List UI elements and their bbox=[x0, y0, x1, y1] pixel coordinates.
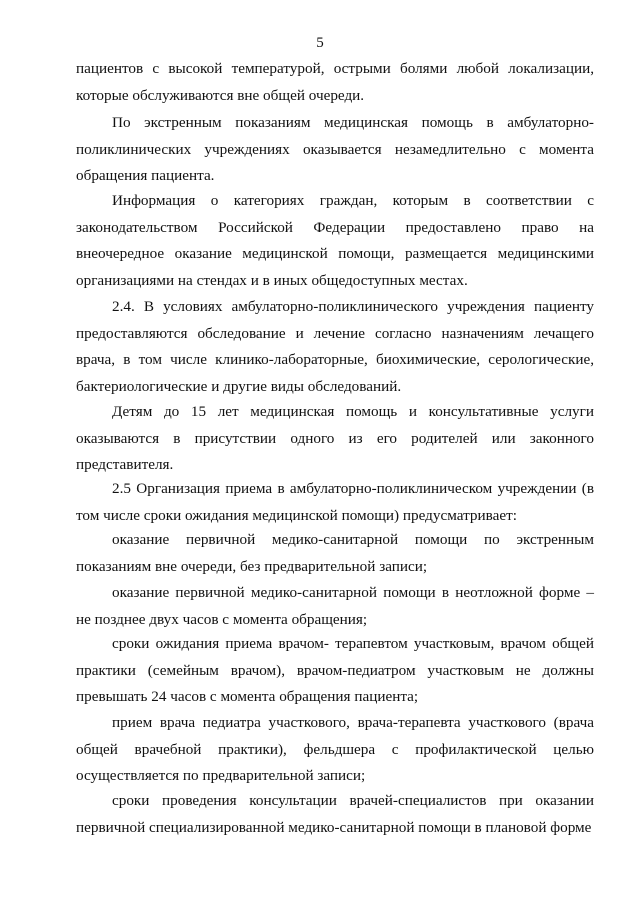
paragraph-2: По экстренным показаниям медицинская помощь в амбулаторно-поликлинических учреждениях оказывается незамедлительно с момента обращения пациента. bbox=[76, 114, 594, 185]
paragraph-1: пациентов с высокой температурой, острыми болями любой локализации, которые обслуживаются вне общей очереди. bbox=[76, 60, 594, 104]
page-number: 5 bbox=[316, 35, 324, 51]
paragraph-5: Детям до 15 лет медицинская помощь и консультативные услуги оказываются в присутствии одного из его родителей или законного представителя. bbox=[76, 403, 594, 474]
paragraph-11: сроки проведения консультации врачей-специалистов при оказании первичной специализированной медико-санитарной помощи в плановой форме bbox=[76, 792, 594, 836]
paragraph-9: сроки ожидания приема врачом- терапевтом участковым, врачом общей практики (семейным врачом), врачом-педиатром участковым не должны превышать 24 часов с момента обращения пациента; bbox=[76, 635, 594, 706]
paragraph-4: 2.4. В условиях амбулаторно-поликлинического учреждения пациенту предоставляются обследование и лечение согласно назначениям лечащего врача, в том числе клинико-лабораторные, биохимические, серологические, бактериологические и другие виды обследований. bbox=[76, 298, 594, 395]
paragraph-10: прием врача педиатра участкового, врача-терапевта участкового (врача общей врачебной практики), фельдшера с профилактической целью осуществляется по предварительной записи; bbox=[76, 714, 594, 785]
paragraph-7: оказание первичной медико-санитарной помощи по экстренным показаниям вне очереди, без предварительной записи; bbox=[76, 531, 594, 575]
paragraph-3: Информация о категориях граждан, которым в соответствии с законодательством Российской Федерации предоставлено право на внеочередное оказание медицинской помощи, размещается медицинскими организациями на стендах и в иных общедоступных местах. bbox=[76, 192, 594, 289]
paragraph-8: оказание первичной медико-санитарной помощи в неотложной форме – не позднее двух часов с момента обращения; bbox=[76, 584, 594, 628]
paragraph-6: 2.5 Организация приема в амбулаторно-поликлиническом учреждении (в том числе сроки ожидания медицинской помощи) предусматривает: bbox=[76, 480, 594, 524]
